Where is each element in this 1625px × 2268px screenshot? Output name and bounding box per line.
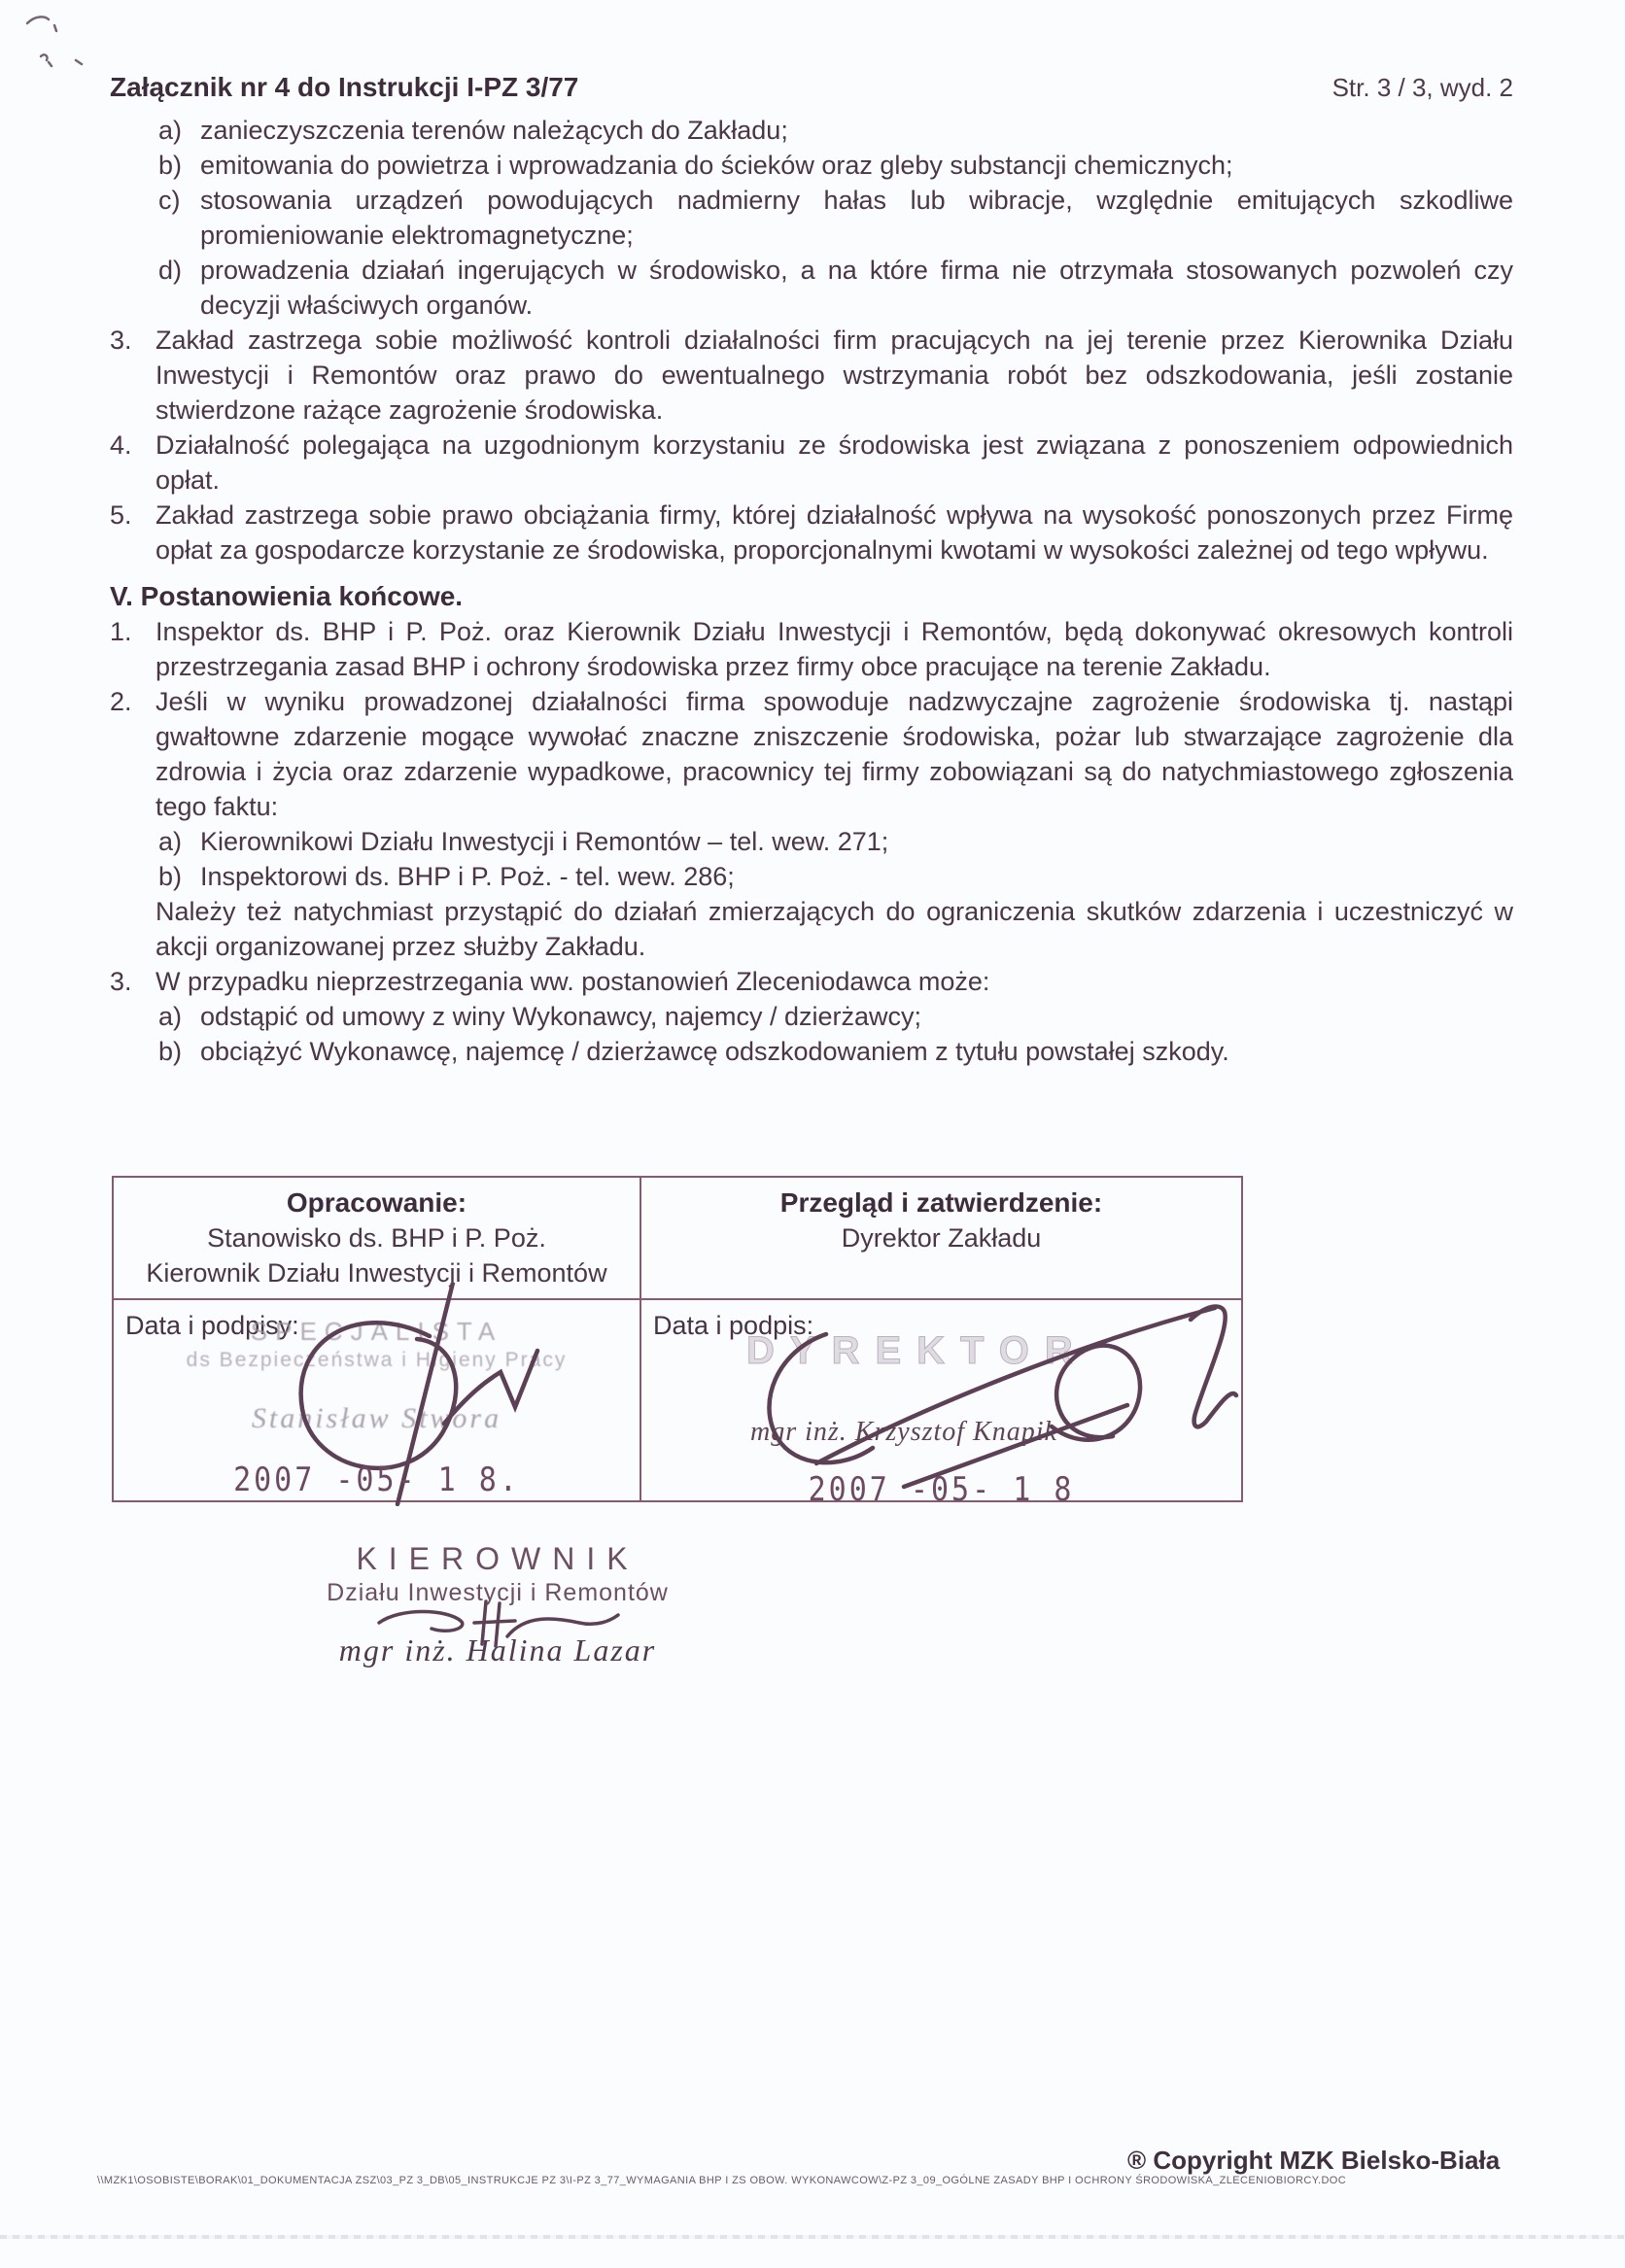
list-text: Zakład zastrzega sobie prawo obciążania firmy, której działalność wpływa na wysokość ponoszonych przez Firmę opłat za gospodarcze korzystanie ze środowiska, proporcjonalnymi kwotami w wysokości zależnej od tego wpływu. — [156, 500, 1513, 565]
sign-label: Data i podpis: — [653, 1311, 814, 1340]
cell-title: Przegląd i zatwierdzenie: — [779, 1187, 1103, 1218]
cell-line: Stanowisko ds. BHP i P. Poż. — [207, 1223, 546, 1253]
list-text: prowadzenia działań ingerujących w środowisko, a na które firma nie otrzymała stosowanych pozwoleń czy decyzji właściwych organów. — [200, 256, 1513, 320]
list-marker: a) — [158, 827, 183, 856]
item2-sub-list — [158, 824, 1513, 894]
manager-stamp-name: mgr inż. Halina Lazar — [338, 1632, 657, 1667]
list-text: stosowania urządzeń powodujących nadmierny hałas lub wibracje, względnie emitujących szkodliwe promieniowanie elektromagnetyczne; — [200, 186, 1513, 250]
list-text: obciążyć Wykonawcę, najemcę / dzierżawcę odszkodowaniem z tytułu powstałej szkody. — [200, 1037, 1229, 1066]
list-text: Działalność polegająca na uzgodnionym korzystaniu ze środowiska jest związana z ponoszeniem odpowiednich opłat. — [156, 430, 1513, 495]
section-v-list — [110, 614, 1513, 1069]
list-item — [110, 684, 1513, 824]
file-path-footer: \\MZK1\OSOBISTE\BORAK\01_DOKUMENTACJA ZSZ\03_PZ 3_DB\05_INSTRUKCJE PZ 3\I-PZ 3_77_WYMAGANIA BHP I ZS OBOW. WYKONAWCOW\Z-PZ 3_09_OGÓLNE ZASADY BHP I OCHRONY ŚRODOWISKA_ZLECENIOBIORCY.DOC — [97, 2175, 1347, 2186]
list-item — [158, 1034, 1513, 1069]
list-item — [158, 859, 1513, 894]
list-marker: b) — [158, 1037, 183, 1066]
cell-line: Dyrektor Zakładu — [841, 1223, 1042, 1253]
list-item — [158, 999, 1513, 1034]
list-text: Inspektorowi ds. BHP i P. Poż. - tel. wew. 286; — [200, 862, 735, 891]
list-item — [110, 428, 1513, 498]
dyrektor-stamp-name: mgr inż. Krzysztof Knapik — [750, 1417, 1057, 1447]
list-marker: 3. — [110, 967, 132, 996]
list-item — [158, 253, 1513, 323]
page-number: Str. 3 / 3, wyd. 2 — [1331, 73, 1513, 102]
list-item — [110, 323, 1513, 428]
list-marker: a) — [158, 116, 183, 145]
table-cell-przeglad — [640, 1177, 1242, 1299]
item2-note: Należy też natychmiast przystąpić do działań zmierzających do ograniczenia skutków zdarzenia i uczestniczyć w akcji organizowanej przez służby Zakładu. — [156, 897, 1513, 961]
table-cell-opracowanie — [113, 1177, 640, 1299]
list-item — [110, 614, 1513, 684]
attachment-title: Załącznik nr 4 do Instrukcji I-PZ 3/77 — [110, 72, 579, 102]
copyright-notice: ® Copyright MZK Bielsko-Biała — [1127, 2146, 1501, 2175]
list-text: odstąpić od umowy z winy Wykonawcy, najemcy / dzierżawcy; — [200, 1002, 922, 1031]
list-text: Zakład zastrzega sobie możliwość kontroli działalności firm pracujących na jej terenie przez Kierownika Działu Inwestycji i Remontów oraz prawo do ewentualnego wstrzymania robót bez odszkodowania, jeśli zostanie stwierdzone rażące zagrożenie środowiska. — [156, 326, 1513, 425]
item3-sub-list — [158, 999, 1513, 1069]
list-item — [110, 498, 1513, 567]
manager-stamp-title: KIEROWNIK — [356, 1541, 640, 1576]
list-text: Jeśli w wyniku prowadzonej działalności firma spowoduje nadzwyczajne zagrożenie środowiska tj. nastąpi gwałtowne zdarzenie mogące wywołać znaczne zniszczenie środowiska, pożar lub stwarzające zagrożenie dla zdrowia i życia oraz zdarzenie wypadkowe, pracownicy tej firmy zobowiązani są do natychmiastowego zgłoszenia tego faktu: — [156, 687, 1513, 821]
intro-letter-list — [158, 113, 1513, 323]
list-text: emitowania do powietrza i wprowadzania do ścieków oraz gleby substancji chemicznych; — [200, 151, 1233, 180]
list-text: W przypadku nieprzestrzegania ww. postanowień Zleceniodawca może: — [156, 967, 990, 996]
list-item — [158, 183, 1513, 253]
list-item — [158, 824, 1513, 859]
date-stamp-left: 2007 -05- 1 8. — [233, 1460, 520, 1500]
sign-label: Data i podpisy: — [125, 1311, 299, 1340]
document-body — [110, 113, 1513, 1069]
signature-cell-right — [640, 1299, 1242, 1510]
list-marker: 5. — [110, 500, 132, 530]
manager-stamp-subtitle: Działu Inwestycji i Remontów — [327, 1579, 669, 1606]
list-marker: b) — [158, 862, 183, 891]
specialist-stamp-line1: SPECJALISTA — [250, 1317, 503, 1346]
list-item — [158, 148, 1513, 183]
manager-stamp-block — [284, 1541, 711, 1668]
list-marker: 2. — [110, 687, 132, 716]
list-text: zanieczyszczenia terenów należących do Zakładu; — [200, 116, 788, 145]
list-marker: 1. — [110, 617, 132, 646]
list-marker: c) — [158, 186, 181, 215]
date-stamp-right: 2007 -05- 1 8 — [808, 1470, 1075, 1510]
cell-line: Kierownik Działu Inwestycji i Remontów — [146, 1258, 607, 1288]
list-item — [158, 113, 1513, 148]
list-text: Kierownikowi Działu Inwestycji i Remontów – tel. wew. 271; — [200, 827, 889, 856]
list-item — [110, 964, 1513, 999]
signature-manager — [371, 1598, 624, 1648]
list-marker: d) — [158, 256, 183, 285]
numbered-list — [110, 323, 1513, 567]
list-text: Inspektor ds. BHP i P. Poż. oraz Kierownik Działu Inwestycji i Remontów, będą dokonywać okresowych kontroli przestrzegania zasad BHP i ochrony środowiska przez firmy obce pracujące na terenie Zakładu. — [156, 617, 1513, 681]
dyrektor-stamp: DYREKTOR — [746, 1329, 1089, 1372]
specialist-stamp-line2: ds Bezpieczeństwa i Higieny Pracy — [186, 1349, 568, 1371]
list-marker: 3. — [110, 326, 132, 355]
scan-edge-artifact — [0, 2235, 1625, 2239]
list-marker: a) — [158, 1002, 183, 1031]
signature-cell-left — [113, 1299, 640, 1501]
cell-title: Opracowanie: — [286, 1187, 467, 1218]
list-marker: 4. — [110, 430, 132, 460]
specialist-stamp-name: Stanisław Stwora — [251, 1402, 502, 1434]
document-header — [0, 0, 1625, 103]
list-marker: b) — [158, 151, 183, 180]
approval-table — [112, 1176, 1243, 1510]
section-heading: V. Postanowienia końcowe. — [110, 581, 464, 611]
